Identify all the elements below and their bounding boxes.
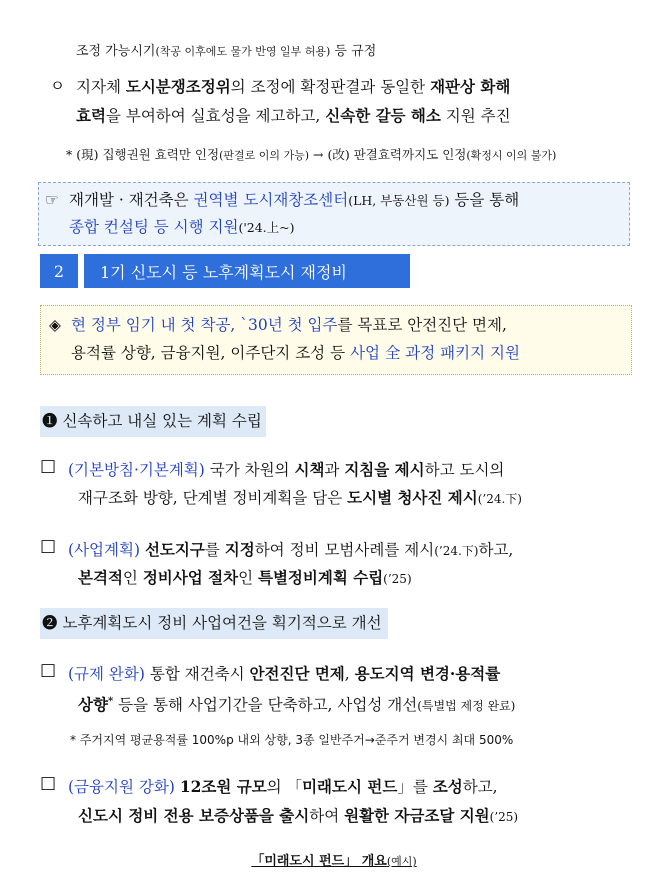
item3-line2: 상향* 등을 통해 사업기간을 단축하고, 사업성 개선(특별법 제정 완료) (78, 695, 516, 715)
diamond-icon: ◈ (49, 316, 61, 334)
item4-line1: (금융지원 강화) 12조원 규모의 「미래도시 펀드」를 조성하고, (68, 777, 498, 796)
subheading-1: ❶ 신속하고 내실 있는 계획 수립 (40, 406, 266, 437)
top-line (76, 40, 376, 59)
item3-line1: (규제 완화) 통합 재건축시 안전진단 면제, 용도지역 변경·용적률 (68, 664, 501, 683)
note1: * (現) 집행권원 효력만 인정(판결로 이의 가능) → (改) 판결효력까지도 인정(확정시 이의 불가) (66, 147, 557, 162)
box1-line2: 종합 컨설팅 등 시행 지원('24.上~) (69, 218, 295, 236)
checkbox-icon: □ (40, 456, 57, 476)
para1-line1: 지자체 도시분쟁조정위의 조정에 확정판결과 동일한 재판상 화해 (76, 77, 511, 96)
section-number: 2 (40, 254, 78, 288)
item4-line2: 신도시 정비 전용 보증상품을 출시하여 원활한 자금조달 지원(’25) (78, 806, 519, 825)
box2-line1: 현 정부 임기 내 첫 착공, `30년 첫 입주를 목표로 안전진단 면제, (71, 316, 507, 334)
subheading-2: ❷ 노후계획도시 정비 사업여건을 획기적으로 개선 (40, 608, 388, 639)
pointing-hand-icon: ☞ (45, 191, 59, 209)
box2-line2: 용적률 상향, 금융지원, 이주단지 조성 등 사업 全 과정 패키지 지원 (71, 344, 520, 362)
box1-line1: 재개발 · 재건축은 권역별 도시재창조센터(LH, 부동산원 등) 등을 통해 (69, 191, 520, 209)
para1-bullet: ㅇ (50, 77, 65, 95)
item1-line1: (기본방침·기본계획) 국가 차원의 시책과 지침을 제시하고 도시의 (68, 460, 505, 479)
summary-box (40, 305, 632, 375)
top-line-text: 조정 가능시기 (76, 44, 156, 59)
info-box-center (38, 182, 630, 246)
checkbox-icon: □ (40, 660, 57, 680)
checkbox-icon: □ (40, 773, 57, 793)
item2-line2: 본격적인 정비사업 절차인 특별정비계획 수립(’25) (78, 568, 412, 587)
top-line-suffix: 등 규정 (330, 44, 377, 59)
number-one-icon: ❶ (42, 412, 58, 430)
item2-line1: (사업계획) 선도지구를 지정하여 정비 모범사례를 제시(’24.下)하고, (68, 540, 514, 559)
fund-overview-caption: 「미래도시 펀드」 개요(예시) (251, 854, 417, 869)
para1-line2: 효력을 부여하여 실효성을 제고하고, 신속한 갈등 해소 지원 추진 (76, 106, 511, 125)
item1-line2: 재구조화 방향, 단계별 정비계획을 담은 도시별 청사진 제시(’24.下) (78, 488, 522, 507)
top-line-paren: (착공 이후에도 물가 반영 일부 허용) (155, 45, 331, 58)
section-title: 1기 신도시 등 노후계획도시 재정비 (84, 254, 410, 288)
checkbox-icon: □ (40, 536, 57, 556)
number-two-icon: ❷ (42, 614, 58, 632)
note2: * 주거지역 평균용적률 100%p 내외 상향, 3종 일반주거→준주거 변경시 최대 500% (70, 733, 514, 747)
